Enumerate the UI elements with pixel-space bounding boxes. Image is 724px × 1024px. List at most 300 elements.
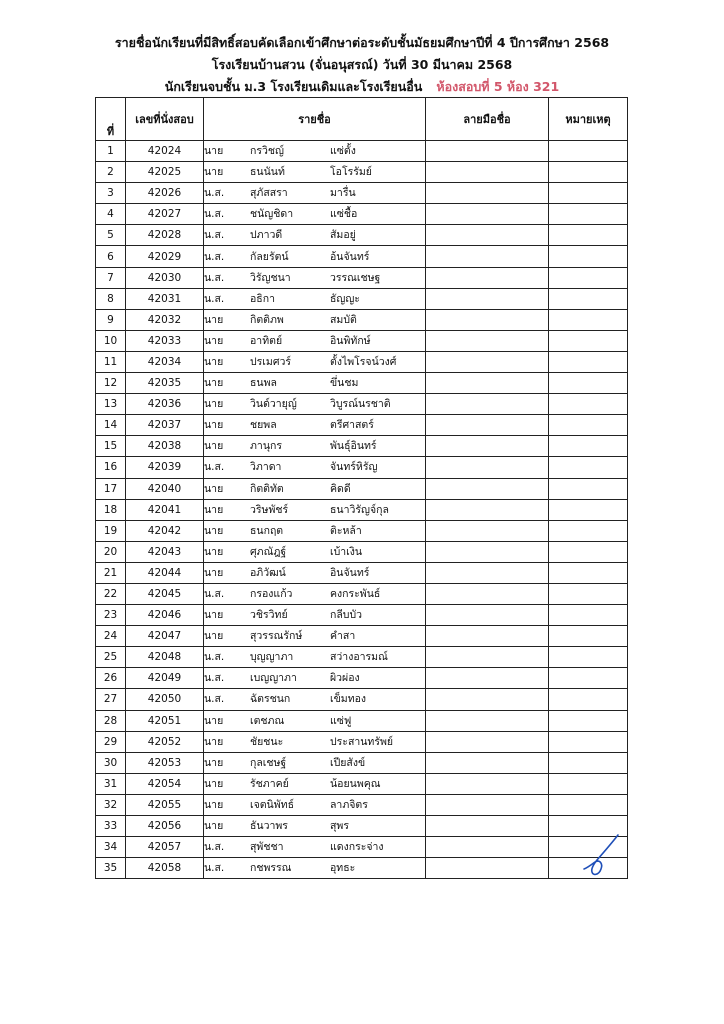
last-name: ลาภจิตร: [330, 798, 368, 811]
row-number: 21: [96, 562, 126, 583]
last-name: อ้นจันทร์: [330, 250, 370, 263]
seat-number: 42030: [126, 267, 204, 288]
signature-cell[interactable]: [426, 478, 549, 499]
table-row: [96, 752, 628, 773]
student-name: [204, 541, 426, 562]
first-name: บุญญาภา: [250, 651, 294, 664]
table-row: [96, 288, 628, 309]
student-name: [204, 162, 426, 183]
note-cell[interactable]: [549, 752, 628, 773]
note-cell[interactable]: [549, 689, 628, 710]
row-number: 16: [96, 457, 126, 478]
first-name: วิภาดา: [250, 461, 282, 474]
first-name: วินด์วายุญ์: [250, 398, 297, 411]
student-name: [204, 647, 426, 668]
row-number: 24: [96, 626, 126, 647]
table-row: [96, 394, 628, 415]
table-row: [96, 837, 628, 858]
row-number: 13: [96, 394, 126, 415]
last-name: ผิวผ่อง: [330, 672, 360, 685]
name-prefix: นาย: [204, 777, 224, 790]
first-name: ธันวาพร: [250, 820, 288, 833]
first-name: กิตติทัต: [250, 482, 284, 495]
name-prefix: น.ส.: [204, 250, 225, 263]
row-number: 10: [96, 330, 126, 351]
name-prefix: นาย: [204, 482, 224, 495]
name-prefix: นาย: [204, 503, 224, 516]
name-prefix: น.ส.: [204, 672, 225, 685]
signature-cell[interactable]: [426, 225, 549, 246]
name-prefix: นาย: [204, 545, 224, 558]
student-name: [204, 309, 426, 330]
seat-number: 42025: [126, 162, 204, 183]
note-cell[interactable]: [549, 309, 628, 330]
table-row: [96, 162, 628, 183]
note-cell[interactable]: [549, 330, 628, 351]
student-name: [204, 457, 426, 478]
first-name: ชัยชนะ: [250, 735, 284, 748]
signature-cell[interactable]: [426, 267, 549, 288]
row-number: 18: [96, 499, 126, 520]
signature-cell[interactable]: [426, 668, 549, 689]
row-number: 35: [96, 858, 126, 879]
seat-number: 42026: [126, 183, 204, 204]
first-name: ฉัตรชนก: [250, 693, 291, 706]
row-number: 12: [96, 373, 126, 394]
student-name: [204, 183, 426, 204]
table-row: [96, 689, 628, 710]
signature-cell[interactable]: [426, 858, 549, 879]
signature-cell[interactable]: [426, 415, 549, 436]
row-number: 19: [96, 520, 126, 541]
last-name: เข็มทอง: [330, 693, 367, 706]
seat-number: 42038: [126, 436, 204, 457]
note-cell[interactable]: [549, 794, 628, 815]
name-prefix: น.ส.: [204, 292, 225, 305]
note-cell[interactable]: [549, 731, 628, 752]
signature-cell[interactable]: [426, 583, 549, 604]
signature-cell[interactable]: [426, 794, 549, 815]
last-name: ตรีศาสตร์: [330, 419, 374, 432]
table-row: [96, 330, 628, 351]
student-name: [204, 141, 426, 162]
roster-body: [96, 141, 628, 879]
name-prefix: น.ส.: [204, 271, 225, 284]
table-row: [96, 457, 628, 478]
first-name: สุภัสสรา: [250, 187, 288, 200]
last-name: ขึ่นชม: [330, 377, 359, 390]
name-prefix: นาย: [204, 714, 224, 727]
row-number: 25: [96, 647, 126, 668]
first-name: วริษพัชร์: [250, 503, 289, 516]
signature-cell[interactable]: [426, 457, 549, 478]
row-number: 11: [96, 351, 126, 372]
col-header-no: ที่: [96, 98, 126, 141]
row-number: 17: [96, 478, 126, 499]
signature-cell[interactable]: [426, 309, 549, 330]
row-number: 23: [96, 605, 126, 626]
note-cell[interactable]: [549, 225, 628, 246]
signature-cell[interactable]: [426, 710, 549, 731]
last-name: วิบูรณ์นรชาติ: [330, 398, 391, 411]
signature-cell[interactable]: [426, 394, 549, 415]
table-row: [96, 668, 628, 689]
first-name: ปรเมศวร์: [250, 355, 292, 368]
student-name: [204, 499, 426, 520]
student-name: [204, 351, 426, 372]
row-number: 8: [96, 288, 126, 309]
seat-number: 42041: [126, 499, 204, 520]
last-name: คำสา: [330, 630, 356, 643]
table-row: [96, 351, 628, 372]
student-name: [204, 752, 426, 773]
col-header-seat: เลขที่นั่งสอบ: [126, 98, 204, 141]
exam-room-label: ห้องสอบที่ 5 ห้อง 321: [436, 79, 560, 94]
first-name: กัลยรัตน์: [250, 250, 289, 263]
name-prefix: น.ส.: [204, 187, 225, 200]
first-name: สุพัชชา: [250, 841, 284, 854]
student-name: [204, 394, 426, 415]
note-cell[interactable]: [549, 562, 628, 583]
last-name: เบ้าเงิน: [330, 545, 363, 558]
row-number: 20: [96, 541, 126, 562]
student-name: [204, 204, 426, 225]
last-name: สัมอยู่: [330, 229, 356, 242]
name-prefix: นาย: [204, 798, 224, 811]
table-row: [96, 731, 628, 752]
student-name: [204, 288, 426, 309]
row-number: 30: [96, 752, 126, 773]
table-row: [96, 647, 628, 668]
signature-cell[interactable]: [426, 562, 549, 583]
signature-cell[interactable]: [426, 773, 549, 794]
note-cell[interactable]: [549, 478, 628, 499]
name-prefix: น.ส.: [204, 588, 225, 601]
first-name: ธนนันท์: [250, 166, 285, 179]
student-name: [204, 373, 426, 394]
name-prefix: นาย: [204, 440, 224, 453]
seat-number: 42043: [126, 541, 204, 562]
note-cell[interactable]: [549, 288, 628, 309]
signature-cell[interactable]: [426, 752, 549, 773]
note-cell[interactable]: [549, 605, 628, 626]
table-row: [96, 541, 628, 562]
row-number: 22: [96, 583, 126, 604]
seat-number: 42047: [126, 626, 204, 647]
signature-cell[interactable]: [426, 330, 549, 351]
signature-cell[interactable]: [426, 373, 549, 394]
row-number: 27: [96, 689, 126, 710]
name-prefix: นาย: [204, 313, 224, 326]
note-cell[interactable]: [549, 710, 628, 731]
note-cell[interactable]: [549, 394, 628, 415]
signature-cell[interactable]: [426, 647, 549, 668]
first-name: ศุภณัฎฐ์: [250, 545, 287, 558]
first-name: ชนัญชิดา: [250, 208, 294, 221]
student-name: [204, 731, 426, 752]
last-name: คิดดี: [330, 482, 351, 495]
name-prefix: นาย: [204, 377, 224, 390]
first-name: กชพรรณ: [250, 862, 292, 875]
name-prefix: นาย: [204, 166, 224, 179]
signature-cell[interactable]: [426, 689, 549, 710]
table-row: [96, 225, 628, 246]
first-name: เบญญาภา: [250, 672, 297, 685]
row-number: 4: [96, 204, 126, 225]
student-roster-table: [95, 97, 628, 879]
student-name: [204, 858, 426, 879]
col-header-note: หมายเหตุ: [549, 98, 628, 141]
signature-stroke: [584, 835, 618, 874]
note-cell[interactable]: [549, 373, 628, 394]
student-name: [204, 225, 426, 246]
group-label: นักเรียนจบชั้น ม.3 โรงเรียนเดิมและโรงเรียนอื่น: [164, 79, 423, 94]
table-row: [96, 246, 628, 267]
first-name: กรวิชญ์: [250, 145, 284, 158]
student-name: [204, 246, 426, 267]
name-prefix: นาย: [204, 355, 224, 368]
note-cell[interactable]: [549, 583, 628, 604]
seat-number: 42052: [126, 731, 204, 752]
row-number: 29: [96, 731, 126, 752]
seat-number: 42053: [126, 752, 204, 773]
note-cell[interactable]: [549, 415, 628, 436]
signature-cell[interactable]: [426, 288, 549, 309]
signature-cell[interactable]: [426, 246, 549, 267]
table-row: [96, 626, 628, 647]
name-prefix: นาย: [204, 566, 224, 579]
seat-number: 42054: [126, 773, 204, 794]
name-prefix: นาย: [204, 609, 224, 622]
col-header-signature: ลายมือชื่อ: [426, 98, 549, 141]
last-name: น้อยนพคุณ: [330, 777, 381, 790]
student-name: [204, 267, 426, 288]
student-name: [204, 689, 426, 710]
table-row: [96, 183, 628, 204]
name-prefix: น.ส.: [204, 208, 225, 221]
student-name: [204, 794, 426, 815]
student-name: [204, 436, 426, 457]
table-row: [96, 436, 628, 457]
first-name: วชิรวิทย์: [250, 609, 288, 622]
student-name: [204, 626, 426, 647]
note-cell[interactable]: [549, 162, 628, 183]
signature-cell[interactable]: [426, 837, 549, 858]
last-name: สมบัติ: [330, 313, 357, 326]
first-name: ธนกฤต: [250, 524, 284, 537]
last-name: ตั้งไพโรจน์วงศ์: [330, 355, 397, 368]
row-number: 34: [96, 837, 126, 858]
student-name: [204, 330, 426, 351]
note-cell[interactable]: [549, 457, 628, 478]
first-name: วิรัญชนา: [250, 271, 291, 284]
name-prefix: นาย: [204, 419, 224, 432]
seat-number: 42036: [126, 394, 204, 415]
row-number: 7: [96, 267, 126, 288]
signature-cell[interactable]: [426, 605, 549, 626]
name-prefix: น.ส.: [204, 229, 225, 242]
table-row: [96, 858, 628, 879]
last-name: พันธุ์อินทร์: [330, 440, 377, 453]
signature-cell[interactable]: [426, 626, 549, 647]
student-name: [204, 710, 426, 731]
note-cell[interactable]: [549, 267, 628, 288]
row-number: 3: [96, 183, 126, 204]
student-name: [204, 605, 426, 626]
table-row: [96, 583, 628, 604]
seat-number: 42029: [126, 246, 204, 267]
signature-cell[interactable]: [426, 520, 549, 541]
seat-number: 42051: [126, 710, 204, 731]
seat-number: 42056: [126, 816, 204, 837]
first-name: กุลเชษฐ์: [250, 756, 287, 769]
note-cell[interactable]: [549, 668, 628, 689]
name-prefix: นาย: [204, 756, 224, 769]
first-name: ธนพล: [250, 377, 277, 390]
table-row: [96, 562, 628, 583]
student-name: [204, 773, 426, 794]
last-name: คงกระพันธ์: [330, 588, 381, 601]
group-line: [0, 76, 724, 98]
name-prefix: นาย: [204, 145, 224, 158]
signature-cell[interactable]: [426, 141, 549, 162]
last-name: ธนาวิรัญจ์กุล: [330, 503, 389, 516]
table-row: [96, 605, 628, 626]
signature-cell[interactable]: [426, 541, 549, 562]
seat-number: 42055: [126, 794, 204, 815]
name-prefix: นาย: [204, 820, 224, 833]
note-cell[interactable]: [549, 499, 628, 520]
note-cell[interactable]: [549, 773, 628, 794]
table-row: [96, 794, 628, 815]
seat-number: 42045: [126, 583, 204, 604]
signature-cell[interactable]: [426, 162, 549, 183]
name-prefix: นาย: [204, 735, 224, 748]
name-prefix: นาย: [204, 398, 224, 411]
seat-number: 42040: [126, 478, 204, 499]
seat-number: 42027: [126, 204, 204, 225]
signature-cell[interactable]: [426, 204, 549, 225]
table-row: [96, 373, 628, 394]
note-cell[interactable]: [549, 141, 628, 162]
table-header-row: [96, 98, 628, 141]
title-line: รายชื่อนักเรียนที่มีสิทธิ์สอบคัดเลือกเข้าศึกษาต่อระดับชั้นมัธยมศึกษาปีที่ 4 ปีการศึกษา 2568: [114, 35, 610, 50]
last-name: แดงกระจ่าง: [330, 841, 384, 854]
name-prefix: น.ส.: [204, 841, 225, 854]
name-prefix: น.ส.: [204, 461, 225, 474]
row-number: 28: [96, 710, 126, 731]
last-name: ติะหล้า: [330, 524, 362, 537]
note-cell[interactable]: [549, 647, 628, 668]
last-name: วรรณเชษฐ: [330, 271, 381, 284]
note-cell[interactable]: [549, 541, 628, 562]
last-name: ธัญญะ: [330, 292, 360, 305]
first-name: ภานุกร: [250, 440, 282, 453]
signature-cell[interactable]: [426, 183, 549, 204]
last-name: สุพร: [330, 820, 349, 833]
signature-cell[interactable]: [426, 351, 549, 372]
row-number: 14: [96, 415, 126, 436]
student-name: [204, 668, 426, 689]
seat-number: 42024: [126, 141, 204, 162]
handwritten-signature: [578, 832, 624, 880]
seat-number: 42028: [126, 225, 204, 246]
document-header: [0, 32, 724, 98]
note-cell[interactable]: [549, 246, 628, 267]
name-prefix: นาย: [204, 334, 224, 347]
seat-number: 42033: [126, 330, 204, 351]
last-name: แซ่ฟู: [330, 714, 352, 727]
first-name: อธิกา: [250, 292, 275, 305]
row-number: 26: [96, 668, 126, 689]
col-header-name: รายชื่อ: [204, 98, 426, 141]
seat-number: 42032: [126, 309, 204, 330]
note-cell[interactable]: [549, 183, 628, 204]
last-name: แซ่ตั้ง: [330, 145, 356, 158]
student-name: [204, 583, 426, 604]
row-number: 9: [96, 309, 126, 330]
name-prefix: น.ส.: [204, 693, 225, 706]
first-name: อาทิตย์: [250, 334, 283, 347]
last-name: ประสานทรัพย์: [330, 735, 394, 748]
row-number: 33: [96, 816, 126, 837]
row-number: 1: [96, 141, 126, 162]
signature-cell[interactable]: [426, 436, 549, 457]
note-cell[interactable]: [549, 204, 628, 225]
table-row: [96, 520, 628, 541]
name-prefix: น.ส.: [204, 862, 225, 875]
seat-number: 42037: [126, 415, 204, 436]
seat-number: 42035: [126, 373, 204, 394]
first-name: อภิวัฒน์: [250, 566, 286, 579]
note-cell[interactable]: [549, 520, 628, 541]
name-prefix: นาย: [204, 524, 224, 537]
note-cell[interactable]: [549, 436, 628, 457]
table-row: [96, 309, 628, 330]
name-prefix: น.ส.: [204, 651, 225, 664]
table-row: [96, 267, 628, 288]
table-row: [96, 499, 628, 520]
student-name: [204, 816, 426, 837]
first-name: รัชภาคย์: [250, 777, 289, 790]
row-number: 6: [96, 246, 126, 267]
signature-cell[interactable]: [426, 731, 549, 752]
signature-cell[interactable]: [426, 499, 549, 520]
table-row: [96, 204, 628, 225]
signature-cell[interactable]: [426, 816, 549, 837]
first-name: กรองแก้ว: [250, 588, 293, 601]
seat-number: 42031: [126, 288, 204, 309]
last-name: อินจันทร์: [330, 566, 370, 579]
seat-number: 42050: [126, 689, 204, 710]
student-name: [204, 415, 426, 436]
student-name: [204, 562, 426, 583]
first-name: ชยพล: [250, 419, 277, 432]
first-name: ปภาวดี: [250, 229, 283, 242]
note-cell[interactable]: [549, 351, 628, 372]
last-name: โอโรรัมย์: [330, 166, 372, 179]
last-name: กลีบบัว: [330, 609, 363, 622]
note-cell[interactable]: [549, 626, 628, 647]
seat-number: 42042: [126, 520, 204, 541]
last-name: สว่างอารมณ์: [330, 651, 388, 664]
name-prefix: นาย: [204, 630, 224, 643]
seat-number: 42048: [126, 647, 204, 668]
table-row: [96, 478, 628, 499]
row-number: 31: [96, 773, 126, 794]
last-name: แซ่ชื้อ: [330, 208, 358, 221]
table-row: [96, 773, 628, 794]
